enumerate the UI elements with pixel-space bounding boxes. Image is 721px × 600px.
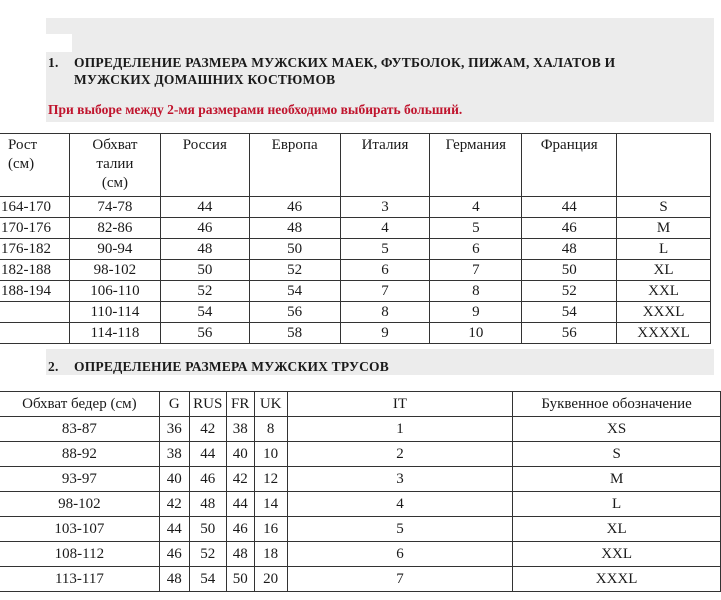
tshirt-table-cell: 48: [522, 239, 617, 260]
tshirt-table-cell: M: [617, 218, 711, 239]
tshirt-table-header-cell: Россия: [160, 134, 249, 197]
briefs-table-cell: 20: [254, 567, 287, 592]
tshirt-table-cell: 7: [340, 281, 430, 302]
tshirt-table-header-row: [0, 134, 711, 197]
briefs-table-header-cell: IT: [287, 392, 513, 417]
briefs-table-cell: 48: [159, 567, 189, 592]
tshirt-table-cell: 5: [340, 239, 430, 260]
table-row: [0, 417, 721, 442]
tshirt-table-cell: 182-188: [0, 260, 69, 281]
briefs-table-cell: 50: [226, 567, 254, 592]
tshirt-table-header-cell: [617, 134, 711, 197]
table-row: [0, 567, 721, 592]
tshirt-table-cell: 48: [249, 218, 340, 239]
briefs-table-cell: XXL: [513, 542, 721, 567]
briefs-table-cell: L: [513, 492, 721, 517]
table-row: [0, 239, 711, 260]
tshirt-table-cell: L: [617, 239, 711, 260]
briefs-table-cell: 52: [189, 542, 226, 567]
table-row: [0, 302, 711, 323]
tshirt-table-cell: 56: [160, 323, 249, 344]
briefs-table-cell: 44: [189, 442, 226, 467]
briefs-table-cell: 46: [159, 542, 189, 567]
tshirt-table-cell: 48: [160, 239, 249, 260]
tshirt-table-cell: 106-110: [69, 281, 160, 302]
tshirt-table-cell: 9: [430, 302, 522, 323]
tshirt-table-cell: 4: [340, 218, 430, 239]
tshirt-table-cell: XXL: [617, 281, 711, 302]
tshirt-table-cell: 10: [430, 323, 522, 344]
table-row: [0, 442, 721, 467]
briefs-table-cell: 42: [159, 492, 189, 517]
briefs-table-cell: 10: [254, 442, 287, 467]
tshirt-table-header-cell: Обхват талии (см): [69, 134, 160, 197]
tshirt-table-cell: XL: [617, 260, 711, 281]
tshirt-table-cell: 46: [522, 218, 617, 239]
tshirt-table-cell: 50: [522, 260, 617, 281]
tshirt-table-header-cell: Европа: [249, 134, 340, 197]
briefs-table-cell: 8: [254, 417, 287, 442]
tshirt-table-cell: 74-78: [69, 197, 160, 218]
briefs-table-header-cell: G: [159, 392, 189, 417]
table-row: [0, 323, 711, 344]
table-row: [0, 281, 711, 302]
briefs-table-cell: 98-102: [0, 492, 159, 517]
tshirt-table-header-cell: Рост (см): [0, 134, 69, 197]
size-choice-note: При выборе между 2-мя размерами необходимо выбирать больший.: [48, 102, 463, 117]
tshirt-table-cell: 54: [522, 302, 617, 323]
section1-title: [48, 54, 688, 88]
tshirt-table-cell: 56: [249, 302, 340, 323]
briefs-table-header-row: [0, 392, 721, 417]
tshirt-table-cell: 44: [522, 197, 617, 218]
briefs-table-header-cell: UK: [254, 392, 287, 417]
tshirt-table-cell: 98-102: [69, 260, 160, 281]
tshirt-table-cell: 90-94: [69, 239, 160, 260]
briefs-table-cell: 50: [189, 517, 226, 542]
table-row: [0, 197, 711, 218]
tshirt-table-cell: 50: [160, 260, 249, 281]
tshirt-table-cell: 6: [340, 260, 430, 281]
tshirt-table-cell: 8: [430, 281, 522, 302]
table-row: [0, 260, 711, 281]
tshirt-table-header-cell: Германия: [430, 134, 522, 197]
briefs-table-cell: 46: [226, 517, 254, 542]
briefs-table-header-cell: Буквенное обозначение: [513, 392, 721, 417]
briefs-table-header-cell: RUS: [189, 392, 226, 417]
briefs-table-cell: XL: [513, 517, 721, 542]
briefs-table-cell: 18: [254, 542, 287, 567]
tshirt-table-cell: 7: [430, 260, 522, 281]
section1-title-line1: ОПРЕДЕЛЕНИЕ РАЗМЕРА МУЖСКИХ МАЕК, ФУТБОЛОК, ПИЖАМ, ХАЛАТОВ И: [74, 55, 616, 70]
briefs-table-cell: 42: [226, 467, 254, 492]
tshirt-table-cell: 54: [160, 302, 249, 323]
tshirt-table-cell: 110-114: [69, 302, 160, 323]
briefs-table-cell: 16: [254, 517, 287, 542]
briefs-table-cell: XS: [513, 417, 721, 442]
briefs-table-cell: S: [513, 442, 721, 467]
briefs-table-cell: 12: [254, 467, 287, 492]
briefs-table-cell: 14: [254, 492, 287, 517]
tshirt-size-table: [0, 133, 711, 344]
briefs-table-header-cell: Обхват бедер (см): [0, 392, 159, 417]
tshirt-table-cell: XXXXL: [617, 323, 711, 344]
tshirt-table-cell: 170-176: [0, 218, 69, 239]
briefs-table-cell: 1: [287, 417, 513, 442]
briefs-table-cell: 88-92: [0, 442, 159, 467]
tshirt-table-cell: 6: [430, 239, 522, 260]
briefs-table-cell: 108-112: [0, 542, 159, 567]
briefs-table-cell: 36: [159, 417, 189, 442]
tshirt-table-cell: 82-86: [69, 218, 160, 239]
briefs-table-cell: XXXL: [513, 567, 721, 592]
briefs-table-cell: 3: [287, 467, 513, 492]
tshirt-table-cell: 9: [340, 323, 430, 344]
section1-title-line2: МУЖСКИХ ДОМАШНИХ КОСТЮМОВ: [74, 72, 336, 87]
briefs-table-cell: 40: [159, 467, 189, 492]
tshirt-table-cell: 8: [340, 302, 430, 323]
tshirt-table-cell: [0, 302, 69, 323]
briefs-table-cell: 2: [287, 442, 513, 467]
tshirt-table-header-cell: Франция: [522, 134, 617, 197]
tshirt-table-cell: 3: [340, 197, 430, 218]
table-row: [0, 517, 721, 542]
briefs-table-cell: 38: [159, 442, 189, 467]
tshirt-table-cell: 50: [249, 239, 340, 260]
briefs-table-cell: 48: [226, 542, 254, 567]
tshirt-table-cell: XXXL: [617, 302, 711, 323]
briefs-table-cell: 103-107: [0, 517, 159, 542]
table-row: [0, 542, 721, 567]
briefs-table-cell: 83-87: [0, 417, 159, 442]
tshirt-table-cell: 5: [430, 218, 522, 239]
briefs-table-cell: M: [513, 467, 721, 492]
section2-title: [48, 358, 389, 375]
briefs-table-cell: 40: [226, 442, 254, 467]
tshirt-table-cell: 52: [522, 281, 617, 302]
tshirt-table-cell: S: [617, 197, 711, 218]
briefs-table-cell: 54: [189, 567, 226, 592]
briefs-table-cell: 44: [226, 492, 254, 517]
briefs-table-cell: 42: [189, 417, 226, 442]
tshirt-table-cell: 176-182: [0, 239, 69, 260]
briefs-table-cell: 46: [189, 467, 226, 492]
table-row: [0, 218, 711, 239]
table-row: [0, 492, 721, 517]
table-row: [0, 467, 721, 492]
section2-title-text: ОПРЕДЕЛЕНИЕ РАЗМЕРА МУЖСКИХ ТРУСОВ: [74, 359, 389, 374]
tshirt-table-cell: 164-170: [0, 197, 69, 218]
tshirt-table-cell: 58: [249, 323, 340, 344]
tshirt-table-cell: 52: [249, 260, 340, 281]
briefs-table-cell: 44: [159, 517, 189, 542]
briefs-table-header-cell: FR: [226, 392, 254, 417]
briefs-size-table: [0, 391, 721, 592]
section2-number: 2.: [48, 359, 59, 374]
briefs-table-cell: 48: [189, 492, 226, 517]
briefs-table-cell: 7: [287, 567, 513, 592]
briefs-table-cell: 38: [226, 417, 254, 442]
tshirt-table-cell: 114-118: [69, 323, 160, 344]
header-notch: [46, 34, 72, 52]
briefs-table-cell: 6: [287, 542, 513, 567]
tshirt-table-cell: 44: [160, 197, 249, 218]
section1-number: 1.: [48, 55, 59, 70]
tshirt-table-cell: [0, 323, 69, 344]
briefs-table-cell: 4: [287, 492, 513, 517]
briefs-table-cell: 5: [287, 517, 513, 542]
tshirt-table-cell: 46: [160, 218, 249, 239]
tshirt-table-cell: 56: [522, 323, 617, 344]
tshirt-table-header-cell: Италия: [340, 134, 430, 197]
briefs-table-cell: 113-117: [0, 567, 159, 592]
tshirt-table-cell: 188-194: [0, 281, 69, 302]
tshirt-table-cell: 46: [249, 197, 340, 218]
tshirt-table-cell: 52: [160, 281, 249, 302]
briefs-table-cell: 93-97: [0, 467, 159, 492]
tshirt-table-cell: 4: [430, 197, 522, 218]
tshirt-table-cell: 54: [249, 281, 340, 302]
